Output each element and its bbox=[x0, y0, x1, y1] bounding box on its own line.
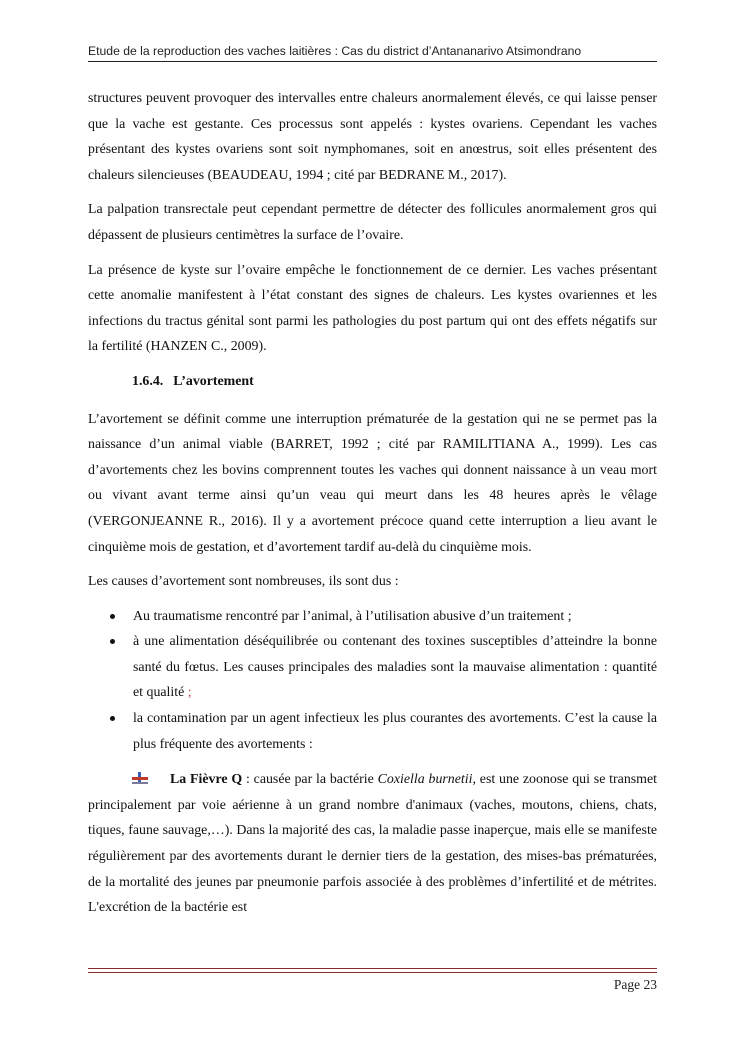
section-title: L’avortement bbox=[173, 373, 254, 389]
fievre-text-1: : causée par la bactérie bbox=[242, 772, 378, 788]
paragraph-avortement-definition: L’avortement se définit comme une interruption prématurée de la gestation qui ne se permet pas la naissance d’un animal viable (BARRET, 1992 ; cité par RAMILITIANA A., 1999). Les cas d’avortements chez les bovins comprennent toutes les vaches qui donnent naissance à un veau mort ou vivant avant terme ainsi qu’un veau qui meurt dans les 48 heures après le vêlage (VERGONJEANNE R., 2016). Il y a avortement précoce quand cette interruption a lieu avant le cinquième mois de gestation, et d’avortement tardif au-delà du cinquième mois. bbox=[88, 411, 657, 555]
page-body bbox=[88, 86, 657, 930]
running-header: Etude de la reproduction des vaches laitières : Cas du district d’Antananarivo Atsimondrano bbox=[88, 44, 582, 58]
list-item-text: la contamination par un agent infectieux les plus courantes des avortements. C’est la cause la plus fréquente des avortements : bbox=[133, 711, 657, 752]
bullet-icon bbox=[110, 716, 115, 721]
footer-divider-bottom bbox=[88, 972, 657, 973]
bullet-icon bbox=[110, 639, 115, 644]
list-item bbox=[88, 604, 657, 630]
list-item-text: à une alimentation déséquilibrée ou contenant des toxines susceptibles d’atteindre la bonne santé du fœtus. Les causes principales des maladies sont la mauvaise alimentation : quantité et qualité bbox=[133, 634, 657, 701]
paragraph-palpation: La palpation transrectale peut cependant permettre de détecter des follicules anormalement gros qui dépassent de plusieurs centimètres la surface de l’ovaire. bbox=[88, 202, 657, 243]
causes-list bbox=[88, 604, 657, 758]
fievre-species: Coxiella burnetii bbox=[377, 772, 473, 788]
list-item-text: Au traumatisme rencontré par l’animal, à l’utilisation abusive d’un traitement ; bbox=[133, 608, 572, 624]
fievre-text-2: , est une zoonose qui se transmet principalement par voie aérienne à un grand nombre d'animaux (vaches, moutons, chiens, chats, tiques, faune sauvage,…). Dans la majorité des cas, la maladie passe inaperçue, mais elle se manifeste régulièrement par des avortements durant le dernier tiers de la gestation, des mises-bas prématurées, de la mortalité des jeunes par pneumonie parfois associée à des problèmes d’infertilité et de métrites. L'excrétion de la bactérie est bbox=[88, 772, 657, 916]
bullet-icon bbox=[110, 614, 115, 619]
paragraph-fievre-q bbox=[88, 767, 657, 921]
list-item bbox=[88, 706, 657, 757]
section-heading bbox=[88, 369, 657, 395]
list-item-accent: ; bbox=[187, 685, 192, 701]
list-item bbox=[88, 629, 657, 706]
paragraph-kystes: structures peuvent provoquer des intervalles entre chaleurs anormalement élevés, ce qui laisse penser que la vache est gestante. Ces processus sont appelés : kystes ovariens. Cependant les vaches présentant des kystes ovariens sont soit nymphomanes, soit en anœstrus, soit elles présentent des chaleurs silencieuses (BEAUDEAU, 1994 ; cité par BEDRANE M., 2017). bbox=[88, 91, 657, 183]
header-divider bbox=[88, 61, 657, 62]
page-number: Page 23 bbox=[613, 977, 657, 992]
section-number: 1.6.4. bbox=[132, 373, 164, 389]
plus-sign-icon bbox=[132, 772, 148, 784]
paragraph-presence-kyste: La présence de kyste sur l’ovaire empêche le fonctionnement de ce dernier. Les vaches présentant cette anomalie manifestent à l’état constant des signes de chaleurs. Les kystes ovariennes et les infections du tractus génital sont parmi les pathologies du post partum qui ont des effets négatifs sur la fertilité (HANZEN C., 2009). bbox=[88, 262, 657, 355]
paragraph-causes-intro: Les causes d’avortement sont nombreuses, ils sont dus : bbox=[88, 574, 399, 590]
fievre-term: La Fièvre Q bbox=[170, 772, 243, 788]
footer-divider-top bbox=[88, 968, 657, 969]
